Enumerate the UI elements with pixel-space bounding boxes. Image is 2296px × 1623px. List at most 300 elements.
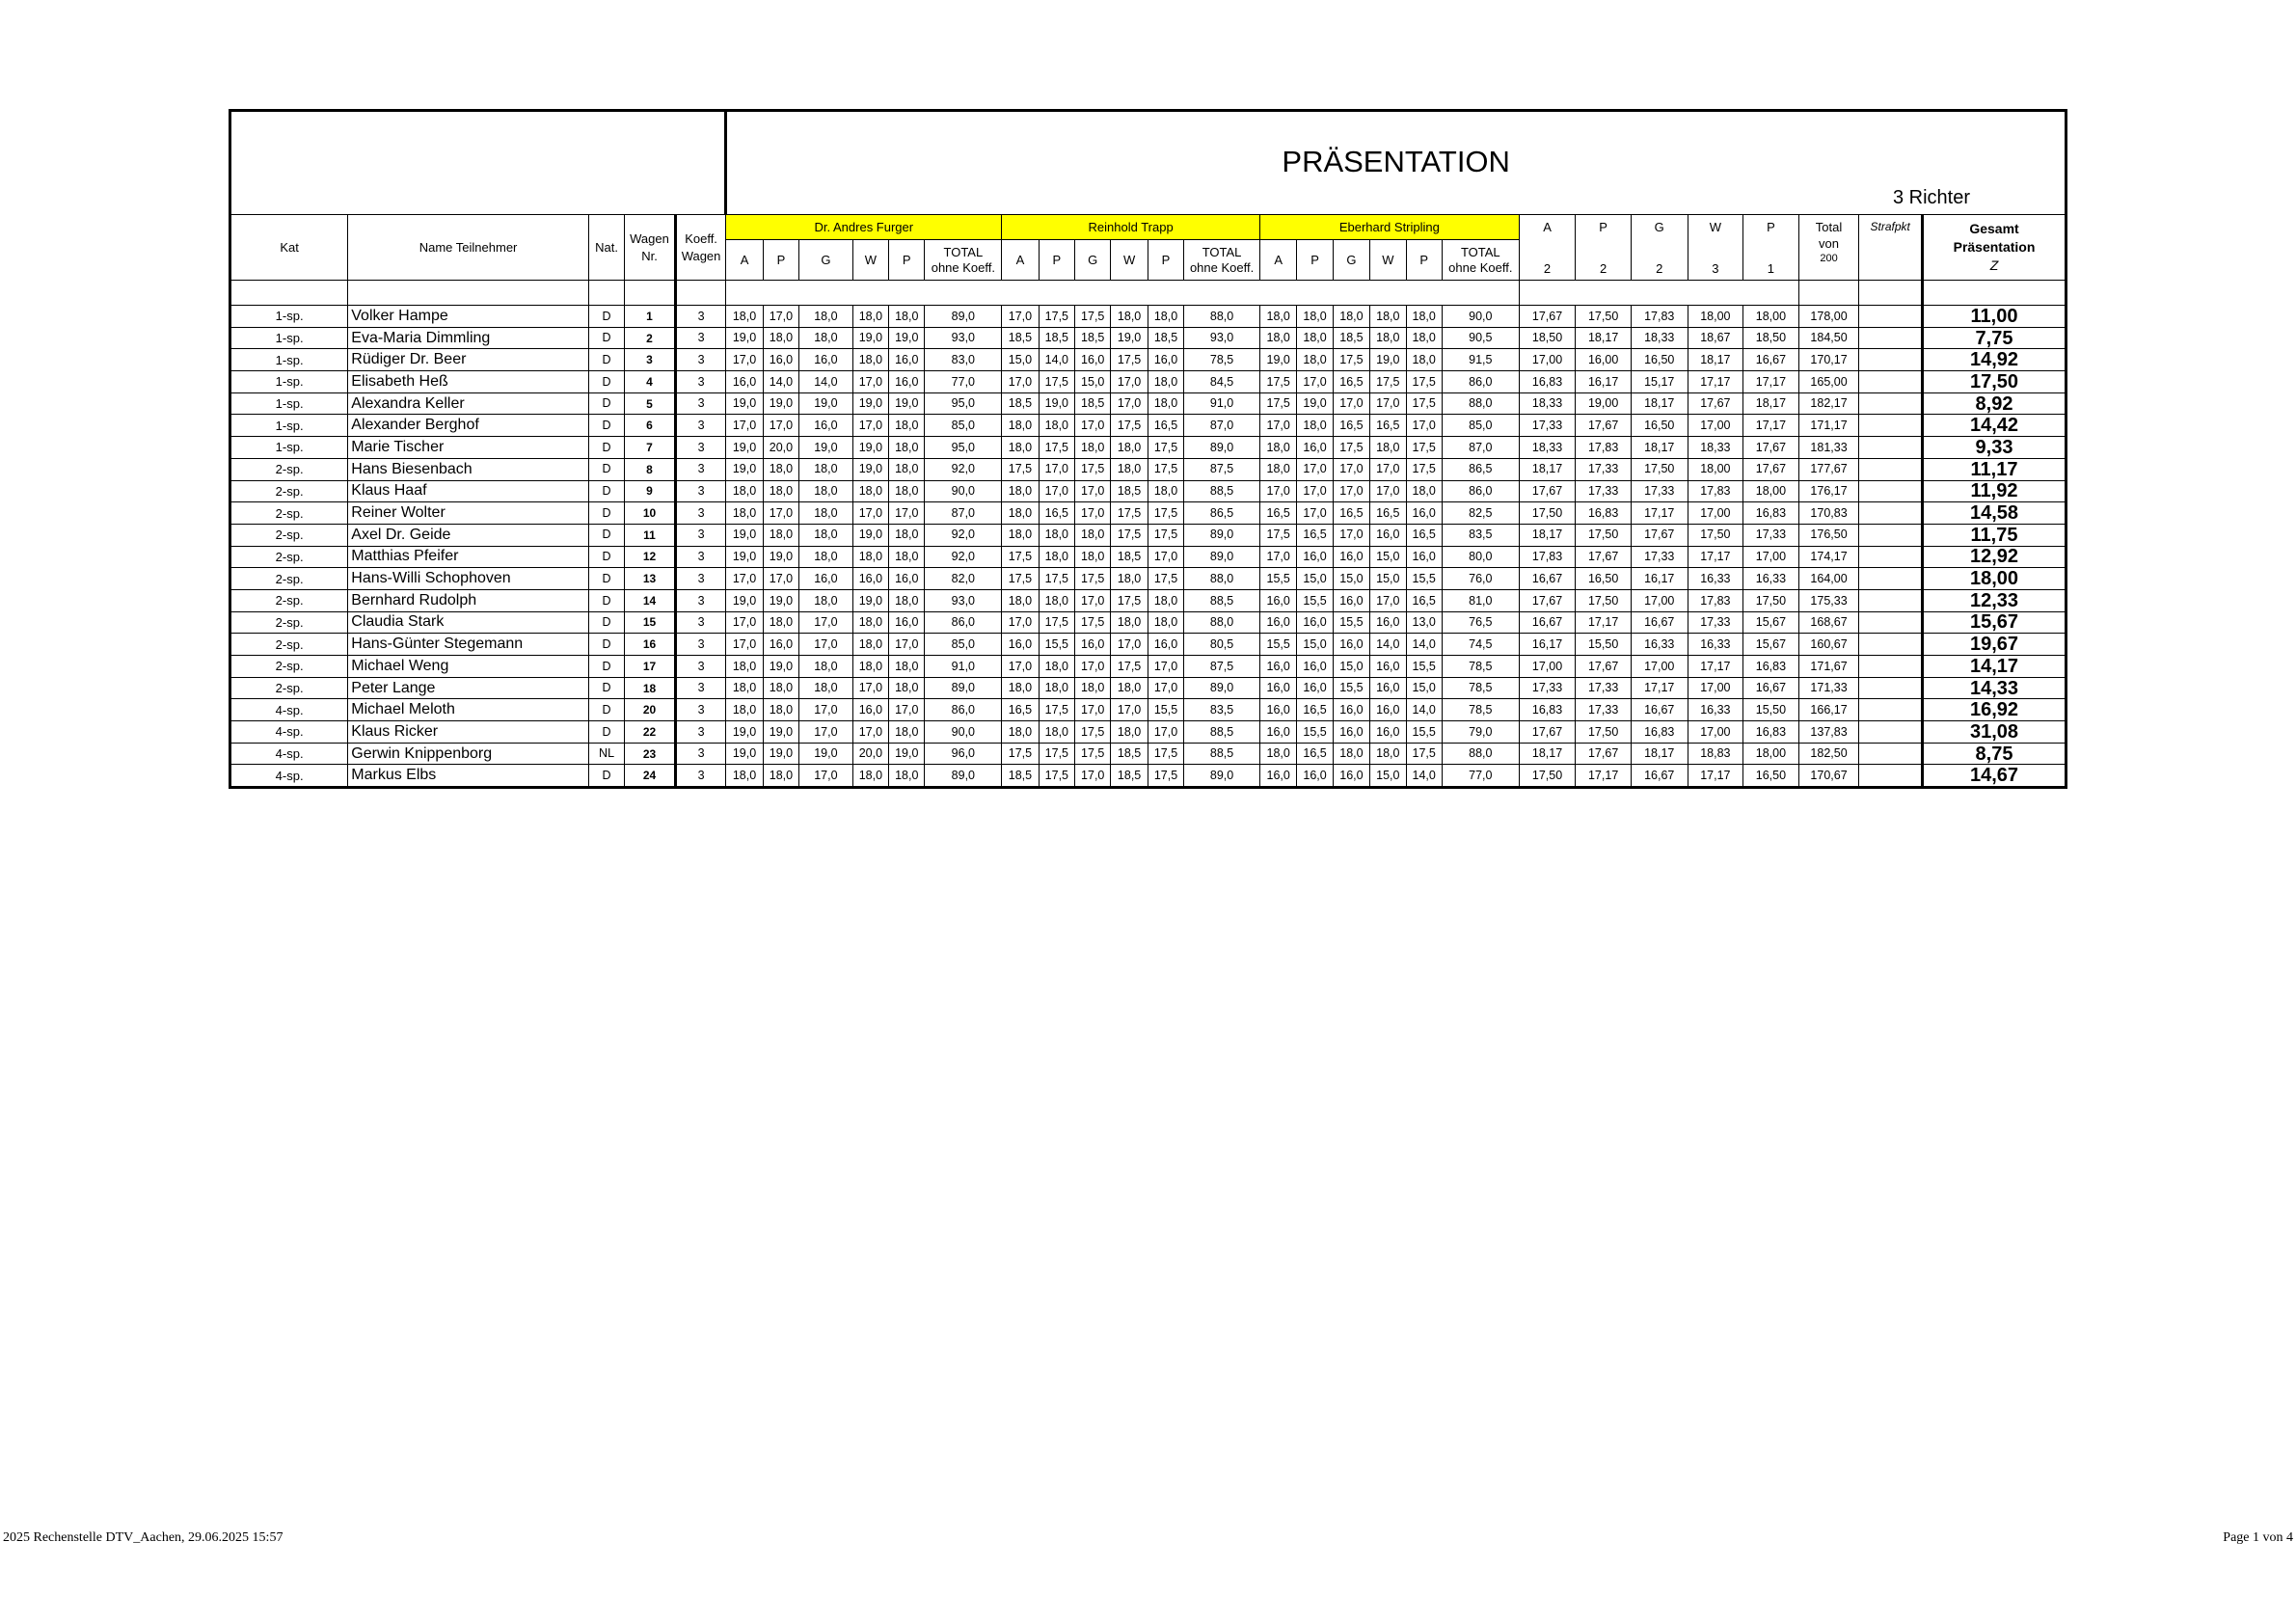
avg-header-w-label: W xyxy=(1709,219,1721,234)
judge-2-score: 17,5 xyxy=(1039,699,1074,721)
total-von-cell: 171,17 xyxy=(1798,415,1859,437)
judge-3-score: 18,0 xyxy=(1406,306,1442,328)
avg-score: 17,00 xyxy=(1519,349,1576,371)
judge-1-score: 18,0 xyxy=(889,656,925,678)
judge-2-score: 17,5 xyxy=(1111,502,1148,525)
judge-2-score: 17,5 xyxy=(1075,743,1111,765)
table-row xyxy=(230,589,2066,611)
strafpkt-cell xyxy=(1859,546,1923,568)
judge-2-score: 17,0 xyxy=(1148,656,1183,678)
avg-score: 17,50 xyxy=(1631,458,1688,480)
avg-score: 17,33 xyxy=(1519,677,1576,699)
judge-2-score: 18,0 xyxy=(1002,524,1039,546)
participant-name: Reiner Wolter xyxy=(348,502,589,525)
judge-3-total: 91,5 xyxy=(1442,349,1519,371)
avg-score: 15,17 xyxy=(1631,371,1688,393)
judge-2-col-header: P xyxy=(1148,240,1183,281)
nat-cell: D xyxy=(588,589,624,611)
judge-3-score: 16,0 xyxy=(1297,765,1333,788)
avg-score: 17,33 xyxy=(1519,415,1576,437)
judge-1-score: 18,0 xyxy=(852,349,888,371)
participant-name: Rüdiger Dr. Beer xyxy=(348,349,589,371)
avg-score: 18,17 xyxy=(1576,327,1632,349)
judge-3-total: 90,0 xyxy=(1442,306,1519,328)
gesamt-value: 14,33 xyxy=(1923,677,2066,699)
kat-cell: 2-sp. xyxy=(230,546,348,568)
judge-1-score: 18,0 xyxy=(799,546,853,568)
judge-1-score: 16,0 xyxy=(799,349,853,371)
judge-3-score: 15,5 xyxy=(1333,677,1369,699)
judge-3-score: 18,0 xyxy=(1406,480,1442,502)
table-row xyxy=(230,458,2066,480)
kat-cell: 1-sp. xyxy=(230,371,348,393)
avg-score: 16,83 xyxy=(1743,656,1799,678)
total-header-sub: ohne Koeff. xyxy=(1189,260,1255,275)
avg-score: 18,33 xyxy=(1688,437,1743,459)
judge-1-score: 17,0 xyxy=(799,765,853,788)
avg-score: 15,50 xyxy=(1576,634,1632,656)
judge-3-total: 77,0 xyxy=(1442,765,1519,788)
judge-2-score: 17,5 xyxy=(1111,589,1148,611)
participant-name: Hans-Günter Stegemann xyxy=(348,634,589,656)
gesamt-header-line-1: Gesamt xyxy=(1969,221,2019,237)
avg-score: 17,67 xyxy=(1519,589,1576,611)
avg-score: 17,67 xyxy=(1743,437,1799,459)
judge-3-score: 18,0 xyxy=(1297,327,1333,349)
header-koeff-label: Koeff. xyxy=(685,231,717,246)
avg-score: 17,50 xyxy=(1519,765,1576,788)
judge-3-score: 16,0 xyxy=(1259,611,1296,634)
avg-score: 17,33 xyxy=(1576,699,1632,721)
nat-cell: D xyxy=(588,656,624,678)
avg-score: 17,00 xyxy=(1743,546,1799,568)
avg-score: 17,50 xyxy=(1576,589,1632,611)
participant-name: Eva-Maria Dimmling xyxy=(348,327,589,349)
judge-1-score: 20,0 xyxy=(763,437,798,459)
judge-1-score: 18,0 xyxy=(852,656,888,678)
judge-2-score: 15,5 xyxy=(1039,634,1074,656)
judge-3-total: 78,5 xyxy=(1442,656,1519,678)
judge-1-score: 18,0 xyxy=(799,589,853,611)
table-row xyxy=(230,656,2066,678)
judge-1-score: 14,0 xyxy=(763,371,798,393)
judge-3-score: 16,5 xyxy=(1370,415,1406,437)
kat-cell: 2-sp. xyxy=(230,480,348,502)
judge-2-score: 17,0 xyxy=(1075,699,1111,721)
judge-3-score: 17,5 xyxy=(1333,437,1369,459)
judge-3-col-header: A xyxy=(1259,240,1296,281)
strafpkt-cell xyxy=(1859,699,1923,721)
judge-2-score: 17,0 xyxy=(1075,589,1111,611)
avg-score: 16,33 xyxy=(1743,568,1799,590)
judge-3-score: 16,0 xyxy=(1297,656,1333,678)
koeff-cell: 3 xyxy=(675,437,726,459)
avg-score: 16,17 xyxy=(1576,371,1632,393)
judge-2-score: 16,0 xyxy=(1075,634,1111,656)
judge-3-total: 78,5 xyxy=(1442,699,1519,721)
table-row xyxy=(230,568,2066,590)
avg-score: 16,83 xyxy=(1519,699,1576,721)
judge-1-score: 17,0 xyxy=(852,371,888,393)
judge-3-score: 14,0 xyxy=(1406,634,1442,656)
judge-1-total: 87,0 xyxy=(925,502,1002,525)
avg-score: 17,00 xyxy=(1519,656,1576,678)
judge-1-score: 19,0 xyxy=(726,546,763,568)
avg-score: 16,67 xyxy=(1743,677,1799,699)
wagen-nr-cell: 4 xyxy=(625,371,676,393)
gesamt-value: 15,67 xyxy=(1923,611,2066,634)
judge-2-score: 18,0 xyxy=(1002,589,1039,611)
judge-1-total: 95,0 xyxy=(925,392,1002,415)
koeff-cell: 3 xyxy=(675,327,726,349)
judge-3-total-header xyxy=(1442,240,1519,281)
judge-1-total: 92,0 xyxy=(925,546,1002,568)
judge-3-score: 16,0 xyxy=(1259,589,1296,611)
judge-2-score: 17,5 xyxy=(1002,568,1039,590)
avg-score: 16,33 xyxy=(1688,568,1743,590)
judge-1-score: 19,0 xyxy=(852,437,888,459)
judge-2-score: 17,5 xyxy=(1111,656,1148,678)
judge-2-col-header: A xyxy=(1002,240,1039,281)
avg-score: 17,00 xyxy=(1631,589,1688,611)
judge-3-score: 17,0 xyxy=(1259,546,1296,568)
judge-3-score: 18,0 xyxy=(1297,349,1333,371)
gesamt-value: 7,75 xyxy=(1923,327,2066,349)
kat-cell: 1-sp. xyxy=(230,327,348,349)
koeff-cell: 3 xyxy=(675,765,726,788)
judge-2-score: 17,5 xyxy=(1148,568,1183,590)
judge-3-score: 16,0 xyxy=(1259,677,1296,699)
footer-left: 2025 Rechenstelle DTV_Aachen, 29.06.2025 15:57 xyxy=(3,1530,284,1545)
strafpkt-cell xyxy=(1859,415,1923,437)
avg-score: 17,17 xyxy=(1631,677,1688,699)
participant-name: Michael Meloth xyxy=(348,699,589,721)
judge-1-score: 16,0 xyxy=(889,568,925,590)
total-von-header xyxy=(1798,215,1859,281)
judge-2-total: 83,5 xyxy=(1184,699,1260,721)
nat-cell: D xyxy=(588,392,624,415)
total-header-label: TOTAL xyxy=(1460,245,1500,259)
judge-2-score: 18,0 xyxy=(1148,306,1183,328)
judge-1-total: 92,0 xyxy=(925,458,1002,480)
avg-score: 16,50 xyxy=(1631,349,1688,371)
judge-3-score: 18,0 xyxy=(1406,349,1442,371)
judge-1-score: 18,0 xyxy=(799,677,853,699)
judge-2-score: 17,5 xyxy=(1075,721,1111,744)
spacer-cell xyxy=(625,281,676,306)
judge-2-score: 18,0 xyxy=(1111,677,1148,699)
judge-2-total: 86,5 xyxy=(1184,502,1260,525)
avg-score: 17,50 xyxy=(1576,524,1632,546)
strafpkt-header: Strafpkt xyxy=(1859,215,1923,281)
kat-cell: 1-sp. xyxy=(230,415,348,437)
table-row xyxy=(230,677,2066,699)
wagen-nr-cell: 13 xyxy=(625,568,676,590)
total-von-cell: 182,17 xyxy=(1798,392,1859,415)
judge-1-score: 17,0 xyxy=(852,677,888,699)
judge-1-score: 19,0 xyxy=(763,721,798,744)
table-row xyxy=(230,306,2066,328)
judge-1-total: 92,0 xyxy=(925,524,1002,546)
strafpkt-cell xyxy=(1859,765,1923,788)
judge-1-score: 18,0 xyxy=(799,524,853,546)
total-von-cell: 174,17 xyxy=(1798,546,1859,568)
nat-cell: D xyxy=(588,546,624,568)
judge-1-col-header: G xyxy=(799,240,853,281)
judge-3-score: 18,0 xyxy=(1259,458,1296,480)
avg-score: 18,50 xyxy=(1743,327,1799,349)
avg-score: 18,17 xyxy=(1688,349,1743,371)
judge-3-score: 17,0 xyxy=(1297,458,1333,480)
strafpkt-cell xyxy=(1859,502,1923,525)
judge-2-total: 87,5 xyxy=(1184,656,1260,678)
avg-score: 18,83 xyxy=(1688,743,1743,765)
avg-score: 16,67 xyxy=(1743,349,1799,371)
judge-2-total: 84,5 xyxy=(1184,371,1260,393)
judge-3-score: 15,5 xyxy=(1259,634,1296,656)
judge-3-score: 17,0 xyxy=(1370,392,1406,415)
avg-score: 15,67 xyxy=(1743,611,1799,634)
table-row xyxy=(230,721,2066,744)
judge-1-score: 20,0 xyxy=(852,743,888,765)
judge-3-score: 16,0 xyxy=(1370,721,1406,744)
strafpkt-cell xyxy=(1859,634,1923,656)
avg-score: 16,17 xyxy=(1519,634,1576,656)
avg-score: 17,83 xyxy=(1631,306,1688,328)
participant-name: Elisabeth Heß xyxy=(348,371,589,393)
gesamt-value: 17,50 xyxy=(1923,371,2066,393)
total-header-label: TOTAL xyxy=(943,245,984,259)
judge-1-score: 18,0 xyxy=(799,306,853,328)
judge-2-score: 17,5 xyxy=(1075,458,1111,480)
judge-1-score: 16,0 xyxy=(799,415,853,437)
avg-score: 17,50 xyxy=(1519,502,1576,525)
judge-1-total: 93,0 xyxy=(925,589,1002,611)
judge-1-score: 18,0 xyxy=(889,677,925,699)
gesamt-value: 31,08 xyxy=(1923,721,2066,744)
judge-3-score: 16,0 xyxy=(1333,765,1369,788)
judge-3-score: 18,0 xyxy=(1370,306,1406,328)
avg-score: 16,83 xyxy=(1519,371,1576,393)
strafpkt-cell xyxy=(1859,306,1923,328)
total-von-header-max: 200 xyxy=(1820,252,1838,264)
avg-score: 18,17 xyxy=(1631,743,1688,765)
judge-2-score: 18,5 xyxy=(1002,392,1039,415)
judge-2-score: 17,0 xyxy=(1075,415,1111,437)
nat-cell: D xyxy=(588,524,624,546)
judge-1-score: 18,0 xyxy=(799,327,853,349)
header-wagen-label: Wagen xyxy=(630,231,669,246)
total-von-cell: 137,83 xyxy=(1798,721,1859,744)
judge-1-score: 18,0 xyxy=(889,721,925,744)
judge-1-score: 17,0 xyxy=(726,349,763,371)
judge-3-score: 16,0 xyxy=(1333,721,1369,744)
judge-3-total: 76,0 xyxy=(1442,568,1519,590)
nat-cell: D xyxy=(588,699,624,721)
judge-3-score: 16,0 xyxy=(1259,656,1296,678)
judge-3-total: 86,5 xyxy=(1442,458,1519,480)
judge-3-score: 17,5 xyxy=(1370,371,1406,393)
spacer-cell xyxy=(726,281,1519,306)
header-nr-label: Nr. xyxy=(641,249,658,263)
avg-score: 18,00 xyxy=(1743,743,1799,765)
avg-score: 17,17 xyxy=(1576,765,1632,788)
judge-3-total: 85,0 xyxy=(1442,415,1519,437)
judge-2-score: 17,5 xyxy=(1002,743,1039,765)
judge-3-total: 90,5 xyxy=(1442,327,1519,349)
judge-3-score: 15,0 xyxy=(1370,546,1406,568)
table-row xyxy=(230,611,2066,634)
judge-2-score: 17,0 xyxy=(1075,480,1111,502)
total-von-cell: 171,67 xyxy=(1798,656,1859,678)
table-row xyxy=(230,502,2066,525)
total-von-cell: 184,50 xyxy=(1798,327,1859,349)
judge-3-score: 17,5 xyxy=(1406,437,1442,459)
total-von-cell: 166,17 xyxy=(1798,699,1859,721)
avg-score: 17,50 xyxy=(1576,306,1632,328)
wagen-nr-cell: 20 xyxy=(625,699,676,721)
avg-score: 16,67 xyxy=(1631,765,1688,788)
judge-3-score: 17,0 xyxy=(1333,480,1369,502)
judge-1-score: 19,0 xyxy=(852,392,888,415)
avg-score: 17,00 xyxy=(1688,721,1743,744)
avg-score: 18,17 xyxy=(1519,743,1576,765)
avg-score: 16,33 xyxy=(1631,634,1688,656)
judge-2-score: 18,0 xyxy=(1075,677,1111,699)
koeff-cell: 3 xyxy=(675,349,726,371)
avg-score: 18,33 xyxy=(1519,392,1576,415)
avg-header-a xyxy=(1519,215,1576,281)
avg-score: 17,17 xyxy=(1688,656,1743,678)
avg-score: 15,50 xyxy=(1743,699,1799,721)
kat-cell: 4-sp. xyxy=(230,743,348,765)
judge-1-score: 18,0 xyxy=(726,502,763,525)
gesamt-value: 14,58 xyxy=(1923,502,2066,525)
judge-1-total: 90,0 xyxy=(925,721,1002,744)
judge-1-col-header: W xyxy=(852,240,888,281)
avg-header-p-factor: 2 xyxy=(1600,260,1607,276)
judge-1-total: 82,0 xyxy=(925,568,1002,590)
judge-1-score: 19,0 xyxy=(763,546,798,568)
judge-2-score: 18,0 xyxy=(1039,589,1074,611)
judge-2-score: 17,0 xyxy=(1111,392,1148,415)
judge-3-score: 19,0 xyxy=(1297,392,1333,415)
judge-1-total: 93,0 xyxy=(925,327,1002,349)
judge-2-score: 18,0 xyxy=(1039,677,1074,699)
wagen-nr-cell: 7 xyxy=(625,437,676,459)
judge-1-score: 16,0 xyxy=(763,634,798,656)
strafpkt-cell xyxy=(1859,524,1923,546)
avg-header-p-label: P xyxy=(1599,219,1607,234)
koeff-cell: 3 xyxy=(675,568,726,590)
judge-1-score: 16,0 xyxy=(889,349,925,371)
avg-header-a-factor: 2 xyxy=(1543,260,1552,276)
judge-1-score: 16,0 xyxy=(799,568,853,590)
koeff-cell: 3 xyxy=(675,480,726,502)
judge-3-score: 16,0 xyxy=(1333,699,1369,721)
judge-3-score: 17,5 xyxy=(1406,392,1442,415)
judge-2-score: 17,5 xyxy=(1039,743,1074,765)
judge-1-total: 91,0 xyxy=(925,656,1002,678)
nat-cell: NL xyxy=(588,743,624,765)
kat-cell: 1-sp. xyxy=(230,437,348,459)
judge-1-score: 17,0 xyxy=(799,611,853,634)
judge-2-total: 88,0 xyxy=(1184,568,1260,590)
judge-2-score: 16,0 xyxy=(1002,634,1039,656)
avg-score: 17,33 xyxy=(1743,524,1799,546)
avg-header-g xyxy=(1631,215,1688,281)
judge-3-score: 14,0 xyxy=(1370,634,1406,656)
header-nat: Nat. xyxy=(588,215,624,281)
avg-score: 16,83 xyxy=(1631,721,1688,744)
judge-2-score: 18,5 xyxy=(1075,392,1111,415)
strafpkt-cell xyxy=(1859,371,1923,393)
judge-1-score: 17,0 xyxy=(763,502,798,525)
strafpkt-cell xyxy=(1859,327,1923,349)
participant-name: Bernhard Rudolph xyxy=(348,589,589,611)
gesamt-value: 14,17 xyxy=(1923,656,2066,678)
judge-1-score: 18,0 xyxy=(763,677,798,699)
judge-3-score: 13,0 xyxy=(1406,611,1442,634)
nat-cell: D xyxy=(588,327,624,349)
avg-score: 17,33 xyxy=(1631,480,1688,502)
gesamt-header-line-3: Z xyxy=(1989,257,1999,273)
judge-3-score: 15,0 xyxy=(1406,677,1442,699)
avg-score: 16,67 xyxy=(1519,611,1576,634)
judge-2-score: 18,0 xyxy=(1148,589,1183,611)
judge-3-score: 17,0 xyxy=(1259,480,1296,502)
header-wagen-nr xyxy=(625,215,676,281)
judge-2-score: 17,0 xyxy=(1002,306,1039,328)
judge-2-total: 93,0 xyxy=(1184,327,1260,349)
judge-1-score: 18,0 xyxy=(889,415,925,437)
judge-3-score: 18,0 xyxy=(1297,306,1333,328)
wagen-nr-cell: 6 xyxy=(625,415,676,437)
koeff-cell: 3 xyxy=(675,524,726,546)
avg-header-p2-factor: 1 xyxy=(1767,260,1775,276)
avg-score: 17,17 xyxy=(1743,371,1799,393)
nat-cell: D xyxy=(588,437,624,459)
total-von-cell: 177,67 xyxy=(1798,458,1859,480)
judge-1-score: 17,0 xyxy=(726,415,763,437)
kat-cell: 4-sp. xyxy=(230,765,348,788)
strafpkt-cell xyxy=(1859,568,1923,590)
judge-3-score: 16,0 xyxy=(1370,677,1406,699)
judge-2-score: 16,0 xyxy=(1148,634,1183,656)
judge-1-score: 17,0 xyxy=(799,634,853,656)
total-von-cell: 160,67 xyxy=(1798,634,1859,656)
table-row xyxy=(230,437,2066,459)
judge-2-score: 17,0 xyxy=(1002,371,1039,393)
judge-3-score: 16,0 xyxy=(1406,546,1442,568)
avg-score: 17,33 xyxy=(1631,546,1688,568)
judge-2-score: 17,0 xyxy=(1148,677,1183,699)
judge-1-score: 19,0 xyxy=(889,327,925,349)
judge-1-score: 18,0 xyxy=(889,546,925,568)
judge-2-score: 18,5 xyxy=(1002,327,1039,349)
koeff-cell: 3 xyxy=(675,589,726,611)
judge-1-score: 18,0 xyxy=(726,306,763,328)
judge-2-score: 18,0 xyxy=(1002,677,1039,699)
kat-cell: 2-sp. xyxy=(230,458,348,480)
judge-2-score: 18,0 xyxy=(1148,392,1183,415)
judge-1-score: 17,0 xyxy=(852,415,888,437)
avg-score: 17,67 xyxy=(1743,458,1799,480)
judge-2-score: 17,5 xyxy=(1148,437,1183,459)
judge-2-score: 17,5 xyxy=(1039,568,1074,590)
avg-score: 17,17 xyxy=(1688,765,1743,788)
judge-2-col-header: G xyxy=(1075,240,1111,281)
